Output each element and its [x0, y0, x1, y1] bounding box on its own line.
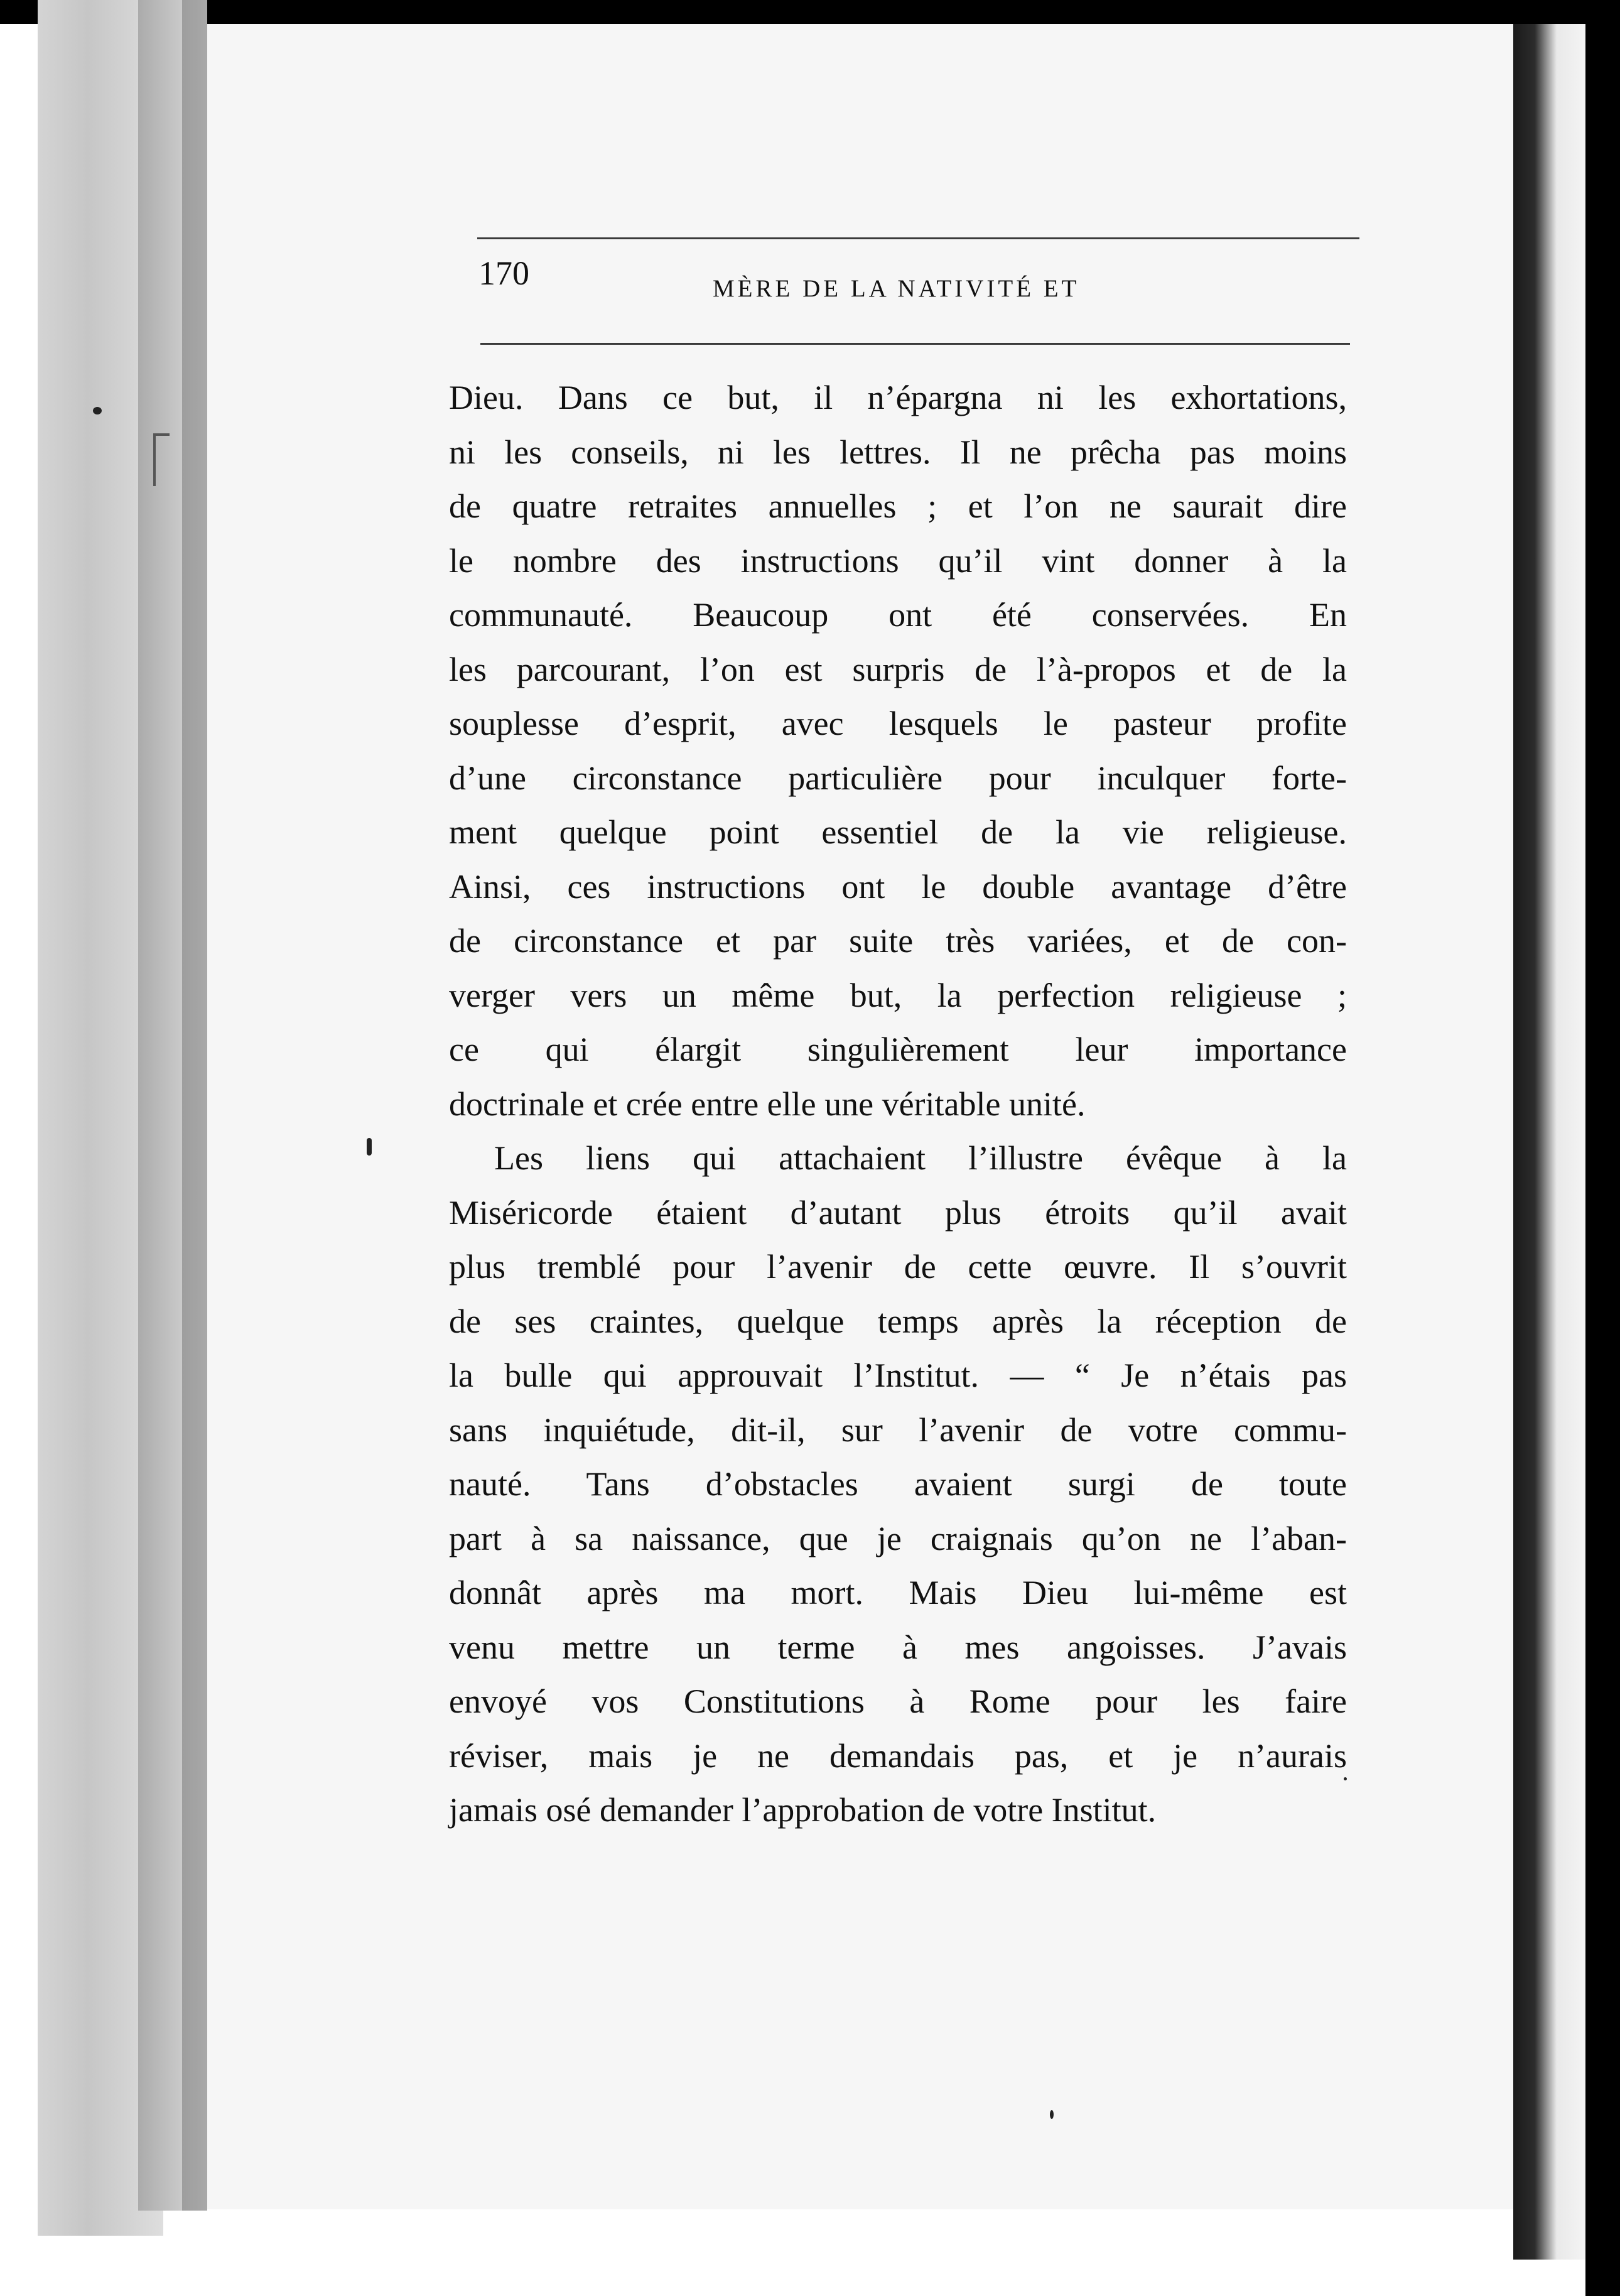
text-line: souplesse d’esprit, avec lesquels le pasteur profite [449, 705, 1347, 742]
text-line: la bulle qui approuvait l’Institut. — “ Je n’étais pas [449, 1356, 1347, 1394]
text-line: Les liens qui attachaient l’illustre évêque à la [494, 1139, 1347, 1177]
text-line: sans inquiétude, dit-il, sur l’avenir de votre commu- [449, 1411, 1347, 1449]
running-title: MÈRE DE LA NATIVITÉ ET [713, 275, 1080, 302]
scan-speck [93, 407, 102, 414]
text-line: venu mettre un terme à mes angoisses. J’avais [449, 1628, 1347, 1666]
page-number: 170 [478, 254, 529, 292]
text-line: d’une circonstance particulière pour inculquer forte- [449, 759, 1347, 797]
scan-border-top [0, 0, 1620, 24]
text-line: de circonstance et par suite très variées, et de con- [449, 922, 1347, 960]
text-line: nauté. Tans d’obstacles avaient surgi de toute [449, 1465, 1347, 1503]
text-line: envoyé vos Constitutions à Rome pour les faire [449, 1682, 1347, 1720]
header-rule-top [477, 237, 1359, 239]
text-line: Dieu. Dans ce but, il n’épargna ni les exhortations, [449, 379, 1347, 416]
margin-mark [153, 433, 170, 486]
header-rule-bottom [480, 343, 1350, 345]
text-line: communauté. Beaucoup ont été conservées. En [449, 596, 1347, 634]
text-line: plus tremblé pour l’avenir de cette œuvre. Il s’ouvrit [449, 1248, 1347, 1286]
text-line: jamais osé demander l’approbation de votre Institut. [449, 1791, 1157, 1829]
text-line: les parcourant, l’on est surpris de l’à-propos et de la [449, 650, 1347, 688]
text-line: ment quelque point essentiel de la vie religieuse. [449, 813, 1347, 851]
text-line: Miséricorde étaient d’autant plus étroits qu’il avait [449, 1193, 1347, 1232]
text-line: Ainsi, ces instructions ont le double avantage d’être [449, 867, 1347, 906]
text-line: ce qui élargit singulièrement leur importance [449, 1031, 1347, 1068]
text-line: de quatre retraites annuelles ; et l’on ne saurait dire [449, 487, 1347, 525]
text-line: part à sa naissance, que je craignais qu’on ne l’aban- [449, 1519, 1347, 1557]
text-line: doctrinale et crée entre elle une véritable unité. [449, 1085, 1086, 1123]
text-line: réviser, mais je ne demandais pas, et je n’aurais [449, 1736, 1347, 1775]
text-line: donnât après ma mort. Mais Dieu lui-même est [449, 1574, 1347, 1611]
body-text [449, 371, 1347, 1838]
book-right-edge [1513, 24, 1585, 2260]
text-line: le nombre des instructions qu’il vint donner à la [449, 541, 1347, 580]
scan-speck [367, 1138, 372, 1156]
text-line: ni les conseils, ni les lettres. Il ne prêcha pas moins [449, 433, 1347, 471]
scan-border-right [1585, 0, 1620, 2296]
page-edge-shadow [182, 0, 207, 2211]
scan-speck [1050, 2110, 1054, 2119]
text-line: de ses craintes, quelque temps après la réception de [449, 1302, 1347, 1340]
text-line: verger vers un même but, la perfection religieuse ; [449, 976, 1347, 1014]
